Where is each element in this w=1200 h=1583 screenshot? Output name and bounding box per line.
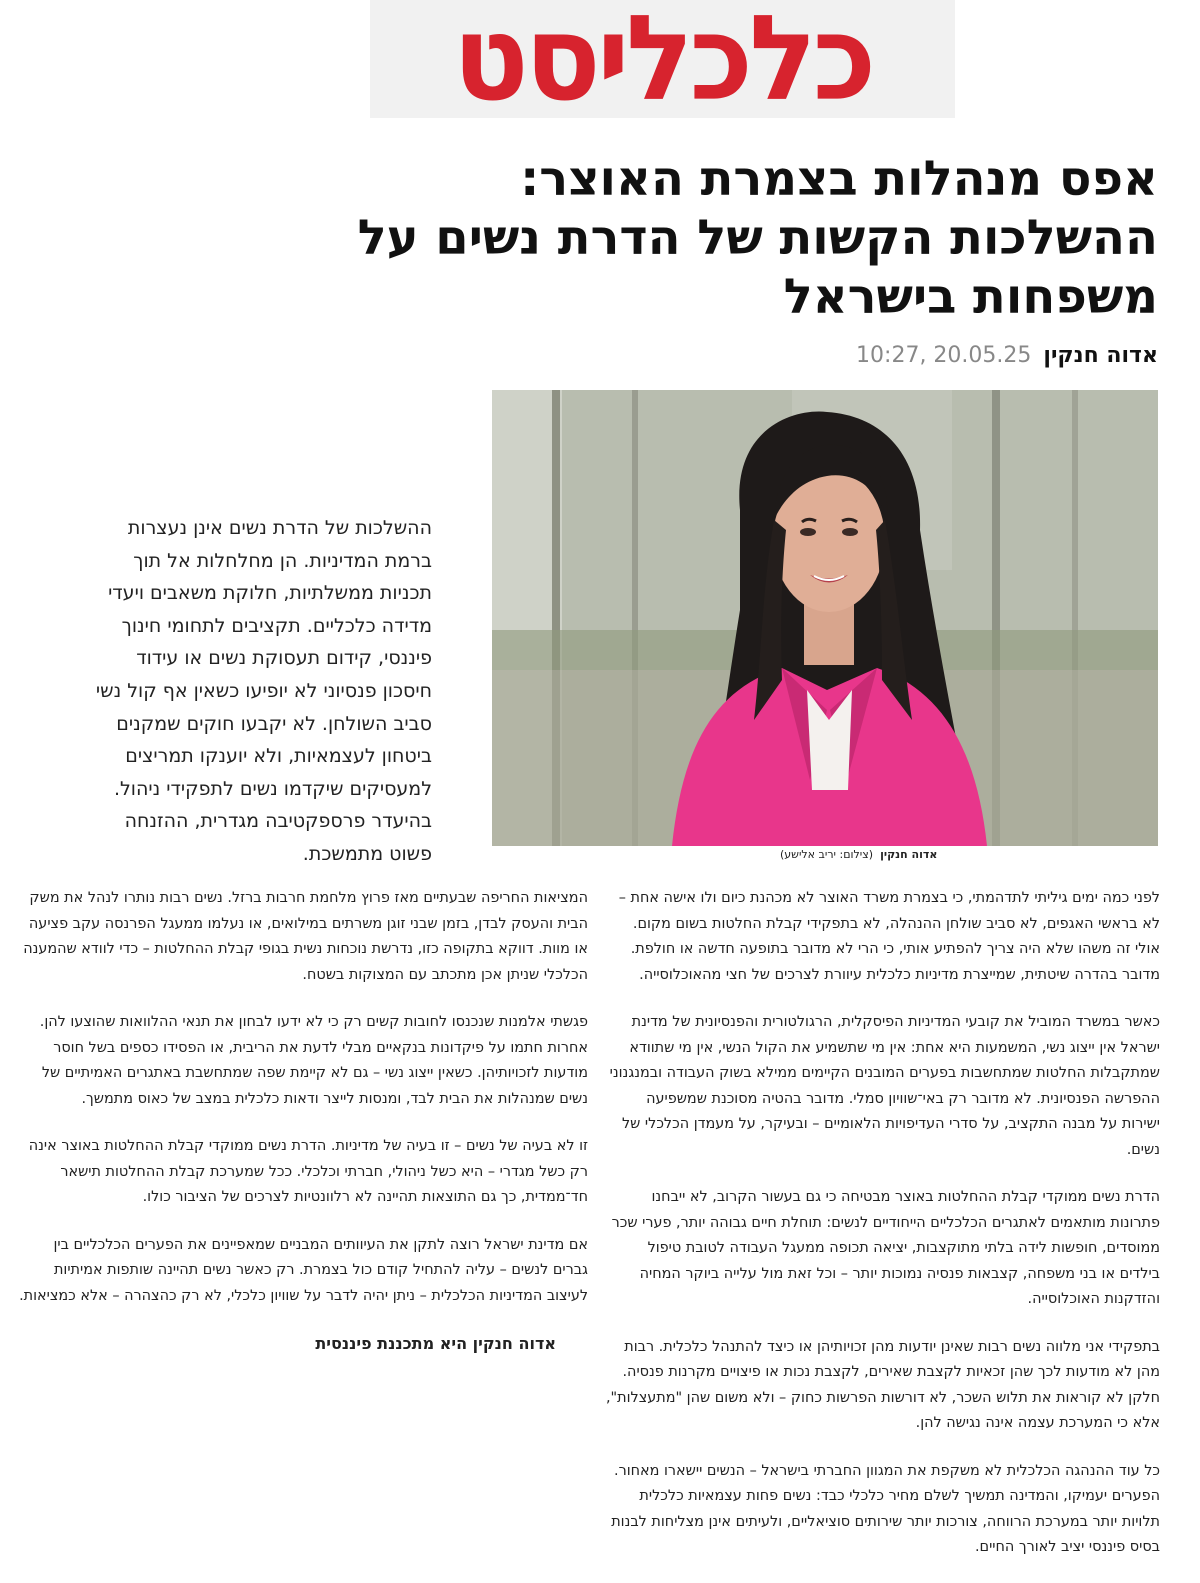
paragraph: בתפקידי אני מלווה נשים רבות שאינן יודעות מהן זכויותיהן או כיצד להתנהל כלכלית. רבות מהן לא מודעות לכך שהן זכאיות לקצבת שאירים, לקצבת נכות או פיצויים מקרנות פנסיה. חלקן לא קוראות את תלוש השכר, לא דורשות הפרשות כחוק – ולא משום שהן "מתעצלות", אלא כי המערכת עצמה אינה נגישה להן.	[605, 1338, 1160, 1431]
photo-caption	[780, 848, 937, 861]
article-column-left	[15, 886, 588, 1379]
paragraph: אם מדינת ישראל רוצה לתקן את העיוותים המבניים שמאפיינים את הפערים הכלכליים בין גברים לנשים – עליה להתחיל קודם כול בצמרת. רק כאשר נשים תהיינה שותפות אמיתיות לעיצוב המדיניות הכלכלית – ניתן יהיה לדבר על שוויון כלכלי, לא רק כהצהרה – אלא כמציאות.	[19, 1236, 588, 1304]
author-signature: אדוה חנקין היא מתכננת פיננסית	[315, 1334, 556, 1353]
author-name[interactable]: אדוה חנקין	[1043, 343, 1158, 368]
logo-text: כלכליסט	[452, 0, 873, 128]
paragraph: לפני כמה ימים גיליתי לתדהמתי, כי בצמרת משרד האוצר לא מכהנת כיום ולו אישה אחת – לא בראשי האגפים, לא סביב שולחן ההנהלה, לא בתפקידי קבלת החלטות בשום מקום. אולי זה משהו שלא היה צריך להפתיע אותי, כי הרי לא מדובר בתופעה חדשה או חולפת. מדובר בהדרה שיטתית, שמייצרת מדיניות כלכלית עיוורת לצרכים של חצי מהאוכלוסייה.	[618, 890, 1160, 983]
article-headline	[58, 150, 1158, 327]
paragraph: כאשר במשרד המוביל את קובעי המדיניות הפיסקלית, הרגולטורית והפנסיונית של מדינת ישראל אין ייצוג נשי, המשמעות היא אחת: אין מי שתשמיע את הקול הנשי, אין מי שתוודא שמתקבלות החלטות שמתחשבות בפערים המובנים הקיימים ממילא בשוק העבודה ובמנגנוני ההפרשה הפנסיונית. לא מדובר רק באי־שוויון סמלי. מדובר בהטיה מסוכנת שמשפיעה ישירות על מבנה התקציב, על סדרי העדיפויות הלאומיים – ובעיקר, על מעמדן הכלכלי של נשים.	[609, 1014, 1160, 1158]
headline-line: אפס מנהלות בצמרת האוצר:	[520, 151, 1158, 207]
pull-quote: ההשלכות של הדרת נשים אינן נעצרות ברמת המדיניות. הן מחלחלות אל תוך תכניות ממשלתיות, חלוקת משאבים ויעדי מדידה כלכליים. תקציבים לתחומי חינוך פיננסי, קידום תעסוקת נשים או עידוד חיסכון פנסיוני לא יופיעו כשאין אף קול נשי סביב השולחן. לא יקבעו חוקים שמקנים ביטחון לעצמאיות, ולא יוענקו תמריצים למעסיקים שיקדמו נשים לתפקידי ניהול. בהיעדר פרספקטיבה מגדרית, ההזנחה פשוט מתמשכת.	[95, 517, 432, 865]
paragraph: כל עוד ההנהגה הכלכלית לא משקפת את המגוון החברתי בישראל – הנשים יישארו מאחור. הפערים יעמיקו, והמדינה תמשיך לשלם מחיר כלכלי כבד: נשים פחות עצמאיות כלכלית תלויות יותר במערכת הרווחה, צורכות יותר שירותים סוציאליים, ולעיתים אינן מצליחות לבנות בסיס פיננסי יציב לאורך החיים.	[611, 1462, 1160, 1555]
caption-name: אדוה חנקין	[880, 848, 938, 861]
paragraph: המציאות החריפה שבעתיים מאז פרוץ מלחמת חרבות ברזל. נשים רבות נותרו לנהל את משק הבית והעסק לבדן, בזמן שבני זוגן משרתים במילואים, או נעלמו ממעגל הפרנסה עקב פציעה או מוות. דווקא בתקופה כזו, נדרשת נוכחות נשית בגופי קבלת ההחלטות – כדי לוודא שהמענה הכלכלי שניתן אכן מתכתב עם המצוקות בשטח.	[23, 890, 588, 983]
headline-line: משפחות בישראל	[783, 269, 1158, 325]
article-photo	[492, 390, 1158, 846]
caption-credit: (צילום: יריב אלישע)	[780, 848, 874, 861]
byline	[856, 343, 1158, 368]
article-column-right	[605, 886, 1160, 1583]
headline-line: ההשלכות הקשות של הדרת נשים על	[357, 210, 1158, 266]
publish-date: 10:27, 20.05.25	[856, 343, 1032, 368]
paragraph: פגשתי אלמנות שנכנסו לחובות קשים רק כי לא ידעו לבחון את תנאי ההלוואות שהוצעו להן. אחרות חתמו על פיקדונות בנקאיים מבלי לדעת את הריבית, או הפסידו כספים בשל חוסר מודעות לזכויותיהן. כשאין ייצוג נשי – גם לא קיימת שפה שמתחשבת באתגרים האמיתיים של נשים שמנהלות את הבית לבד, ומנסות לייצר ודאות כלכלית במצב של כאוס מתמשך.	[39, 1014, 588, 1107]
masthead-logo[interactable]	[370, 0, 955, 128]
paragraph: הדרת נשים ממוקדי קבלת ההחלטות באוצר מבטיחה כי גם בעשור הקרוב, לא ייבחנו פתרונות מותאמים לאתגרים הכלכליים הייחודיים לנשים: תוחלת חיים גבוהה יותר, פערי שכר ממוסדים, חופשות לידה בלתי מתוקצבות, יציאה תכופה ממעגל העבודה לטובת טיפול בילדים או בני משפחה, קצבאות פנסיה נמוכות יותר – וכל זאת מול עלייה ביוקר המחיה והזדקנות האוכלוסייה.	[611, 1189, 1160, 1307]
portrait-illustration	[492, 390, 1158, 846]
paragraph: זו לא בעיה של נשים – זו בעיה של מדיניות. הדרת נשים ממוקדי קבלת ההחלטות באוצר אינה רק כשל מגדרי – היא כשל ניהולי, חברתי וכלכלי. ככל שמערכת קבלת ההחלטות תישאר חד־ממדית, כך גם התוצאות תהיינה לא רלוונטיות לצרכים של הציבור כולו.	[28, 1138, 588, 1205]
